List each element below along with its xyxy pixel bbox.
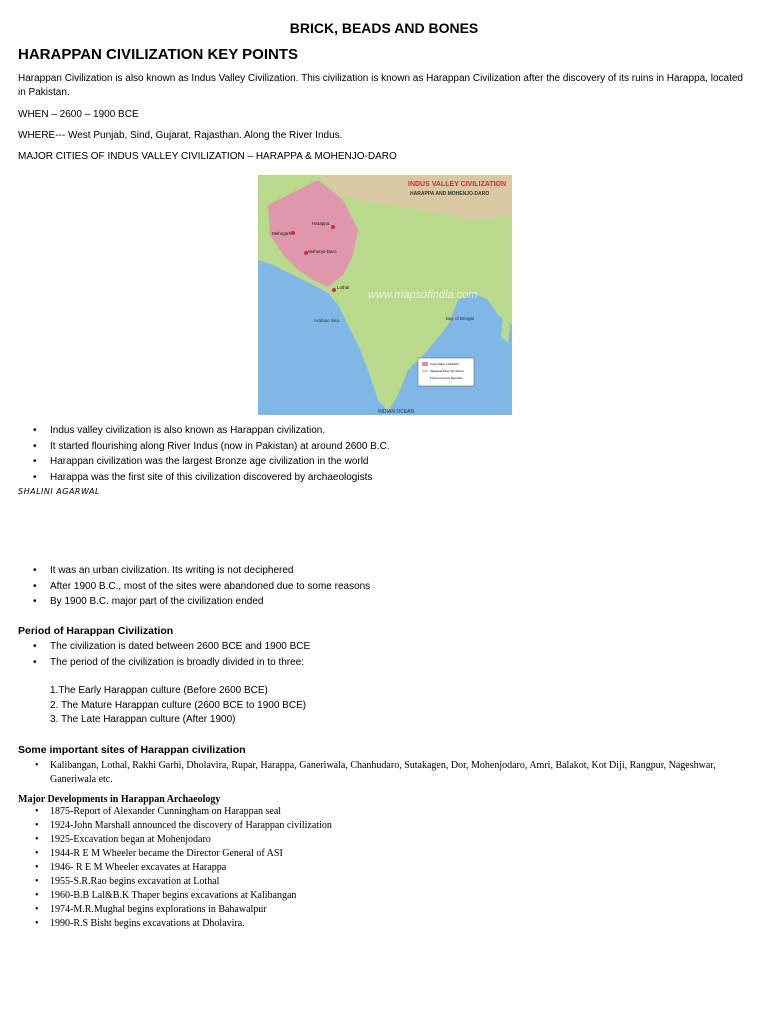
map-legend-item-3: Present Country Boundary [430, 376, 463, 380]
list-item: • 1974-M.R.Mughal begins explorations in Bahawalpur [18, 903, 418, 917]
indus-valley-map [258, 175, 512, 415]
list-item: • Kalibangan, Lothal, Rakhi Garhi, Dholavira, Rupar, Harappa, Ganeriwala, Chanhudaro, Sutakagen, Dor, Mohenjodaro, Amri, Balakot, Kot Diji, Rangpur, Nageshwar, Ganeriwala etc. [18, 759, 758, 787]
list-item: • Harappan civilization was the largest Bronze age civilization in the world [18, 454, 390, 470]
map-label-mohenjo-daro: Mohenjo-Daro [308, 249, 337, 254]
map-label-lothal: Lothal [337, 285, 350, 290]
key-points-list-2 [18, 563, 370, 610]
document-title: BRICK, BEADS AND BONES [289, 20, 479, 36]
developments-heading: Major Developments in Harappan Archaeology [18, 794, 221, 805]
map-label-bay-of-bengal: Bay of Bengal [446, 316, 475, 321]
map-city-harappa [331, 225, 335, 229]
map-city-mehrgarh [291, 231, 295, 235]
list-item: • 1946- R E M Wheeler excavates at Harappa [18, 861, 418, 875]
phase-mature: 2. The Mature Harappan culture (2600 BCE to 1900 BCE) [50, 700, 307, 711]
where-line: WHERE--- West Punjab, Sind, Gujarat, Rajasthan. Along the River Indus. [18, 130, 343, 141]
list-item: • 1944-R E M Wheeler became the Director General of ASI [18, 847, 418, 861]
sites-heading: Some important sites of Harappan civilization [18, 744, 246, 756]
list-item: • After 1900 B.C., most of the sites were abandoned due to some reasons [18, 579, 370, 595]
section-title: HARAPPAN CIVILIZATION KEY POINTS [18, 46, 299, 63]
list-item: • Harappa was the first site of this civilization discovered by archaeologists [18, 470, 390, 486]
list-item: • It was an urban civilization. Its writing is not deciphered [18, 563, 370, 579]
map-city-lothal [332, 288, 336, 292]
list-item: • By 1900 B.C. major part of the civilization ended [18, 594, 370, 610]
list-item: • The civilization is dated between 2600 BCE and 1900 BCE [18, 639, 310, 655]
list-item: • 1990-R.S Bisht begins excavations at Dholavira. [18, 917, 418, 931]
phase-late: 3. The Late Harappan culture (After 1900) [50, 714, 236, 725]
list-item: • It started flourishing along River Indus (now in Pakistan) at around 2600 B.C. [18, 439, 390, 455]
map-label-arabian-sea: Arabian Sea [314, 318, 339, 323]
map-legend-swatch [422, 362, 428, 366]
when-line: WHEN – 2600 – 1900 BCE [18, 109, 139, 120]
major-cities-line: MAJOR CITIES OF INDUS VALLEY CIVILIZATION – HARAPPA & MOHENJO-DARO [18, 151, 397, 162]
map-label-harappa: Harappa [312, 221, 330, 226]
period-list [18, 639, 310, 670]
list-item: • Indus valley civilization is also known as Harappan civilization. [18, 423, 390, 439]
map-label-mehrgarh: Mehrgarh [272, 231, 292, 236]
list-item: • 1924-John Marshall announced the discovery of Harappan civilization [18, 819, 418, 833]
map-label-indian-ocean: INDIAN OCEAN [378, 409, 415, 415]
author-signature: SHALINI AGARWAL [18, 487, 100, 496]
developments-list [18, 805, 418, 931]
intro-paragraph: Harappan Civilization is also known as Indus Valley Civilization. This civilization is known as Harappan Civilization after the discovery of its ruins in Harappa, located in Pakistan. [18, 73, 743, 98]
key-points-list-1 [18, 423, 390, 485]
map-title: INDUS VALLEY CIVILIZATION [408, 181, 507, 188]
map-watermark: www.mapsofindia.com [368, 289, 478, 301]
list-item: • 1960-B.B Lal&B.K Thaper begins excavations at Kalibangan [18, 889, 418, 903]
list-item: • 1875-Report of Alexander Cunningham on Harappan seal [18, 805, 418, 819]
period-heading: Period of Harappan Civilization [18, 625, 174, 637]
map-legend-item-2: Saraswati River (Dry River) [430, 369, 464, 373]
list-item: • 1955-S.R.Rao begins excavation at Lothal [18, 875, 418, 889]
phase-early: 1.The Early Harappan culture (Before 2600 BCE) [50, 685, 268, 696]
map-subtitle: HARAPPA AND MOHENJO-DARO [410, 191, 490, 197]
map-legend-item-1: Indus Valley Civilization [430, 362, 460, 366]
list-item: • The period of the civilization is broadly divided in to three: [18, 655, 310, 671]
list-item: • 1925-Excavation began at Mohenjodaro [18, 833, 418, 847]
sites-list [18, 759, 758, 787]
